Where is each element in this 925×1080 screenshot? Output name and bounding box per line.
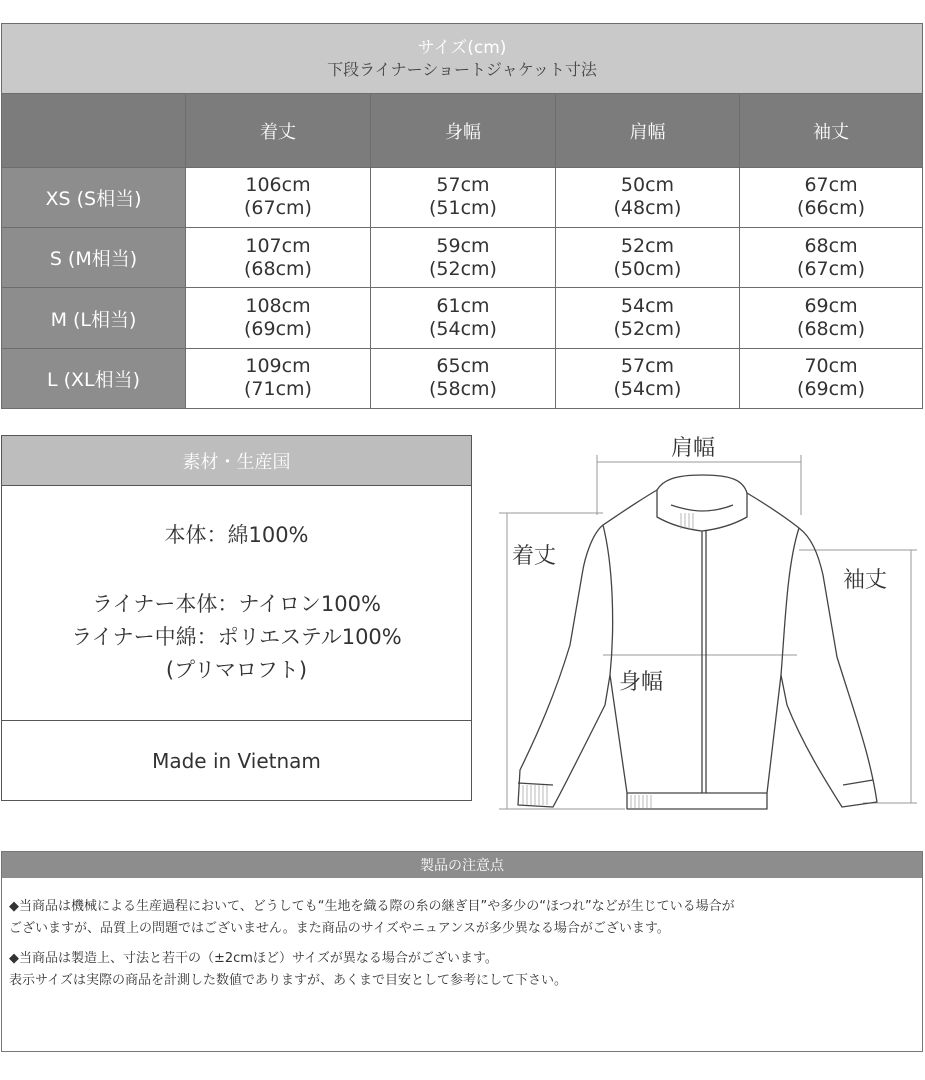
cell-liner-value: (68cm): [244, 257, 312, 280]
table-cell: [740, 348, 923, 408]
row-header-size: M (L相当): [2, 288, 186, 348]
product-notes: [1, 851, 923, 1052]
column-header-length: 着丈: [186, 94, 371, 167]
cell-value: 61cm: [436, 295, 490, 318]
table-cell: [371, 348, 556, 408]
column-header-width: 身幅: [371, 94, 556, 167]
width-label: 身幅: [619, 670, 664, 695]
cell-value: 65cm: [436, 355, 490, 378]
table-cell: [556, 167, 740, 227]
cell-liner-value: (67cm): [797, 257, 866, 280]
cell-value: 50cm: [620, 174, 675, 197]
material-liner-fabric: ライナー本体：ナイロン100%: [92, 592, 381, 616]
cell-liner-value: (48cm): [613, 197, 682, 220]
cell-value: 54cm: [620, 295, 675, 318]
note-line: ◆当商品は製造上、寸法と若干の（±2cmほど）サイズが異なる場合がございます。: [9, 951, 498, 966]
cell-liner-value: (52cm): [613, 318, 682, 341]
size-table: [1, 23, 923, 409]
note-line: ございますが、品質上の問題ではございません。また商品のサイズやニュアンスが多少異なる場合がございます。: [9, 921, 670, 936]
jacket-right-cuff-line: [843, 780, 873, 785]
material-box: [1, 435, 472, 801]
cell-liner-value: (69cm): [797, 378, 866, 401]
jacket-collar: [657, 475, 747, 531]
cell-liner-value: (68cm): [797, 318, 866, 341]
jacket-illustration: [485, 425, 925, 820]
cell-value: 106cm: [245, 174, 311, 197]
cell-value: 57cm: [620, 355, 675, 378]
cell-value: 109cm: [245, 355, 311, 378]
cell-liner-value: (50cm): [613, 257, 682, 280]
table-cell: [556, 228, 740, 288]
note-line: 表示サイズは実際の商品を計測した数値でありますが、あくまで目安として参考にして下さい。: [9, 973, 567, 988]
size-table-subheading: 下段ライナーショートジャケット寸法: [327, 59, 597, 79]
notes-heading: 製品の注意点: [2, 852, 922, 878]
table-cell: [371, 288, 556, 348]
cell-liner-value: (54cm): [613, 378, 682, 401]
jacket-left-cuff-line: [518, 783, 553, 785]
table-row: [2, 167, 923, 227]
size-table-corner: [2, 94, 186, 167]
cell-value: 67cm: [804, 174, 858, 197]
cell-value: 108cm: [245, 295, 311, 318]
shoulder-label: 肩幅: [671, 436, 716, 461]
sleeve-label: 袖丈: [843, 568, 888, 593]
table-row: [2, 288, 923, 348]
notes-body: [2, 878, 922, 992]
length-label: 着丈: [512, 544, 557, 569]
size-table-title: [2, 24, 923, 94]
material-liner-filling-brand: (プリマロフト): [165, 658, 308, 682]
cell-value: 52cm: [620, 234, 675, 257]
column-header-sleeve: 袖丈: [740, 94, 923, 167]
table-row: [2, 348, 923, 408]
cell-liner-value: (69cm): [244, 318, 312, 341]
note-paragraph: [9, 948, 922, 992]
table-cell: [186, 167, 371, 227]
jacket-measurement-diagram: [485, 425, 925, 820]
material-composition: [2, 486, 471, 721]
material-heading: 素材・生産国: [2, 436, 471, 486]
jacket-collar-seam: [671, 505, 733, 511]
note-paragraph: [9, 896, 922, 940]
cell-liner-value: (52cm): [429, 257, 497, 280]
cell-liner-value: (58cm): [429, 378, 497, 401]
jacket-left-armhole: [603, 525, 613, 675]
cell-value: 59cm: [436, 234, 490, 257]
cell-value: 57cm: [436, 174, 490, 197]
table-cell: [371, 228, 556, 288]
table-cell: [556, 288, 740, 348]
cell-value: 107cm: [245, 234, 311, 257]
table-cell: [740, 167, 923, 227]
size-table-heading: サイズ(cm): [417, 37, 507, 58]
cell-value: 70cm: [804, 355, 858, 378]
cell-liner-value: (51cm): [429, 197, 497, 220]
cell-value: 69cm: [804, 295, 858, 318]
jacket-hem-band: [627, 793, 767, 809]
row-header-size: XS (S相当): [2, 167, 186, 227]
table-row: [2, 228, 923, 288]
table-cell: [556, 348, 740, 408]
material-liner-filling: ライナー中綿：ポリエステル100%: [71, 625, 402, 649]
cell-liner-value: (71cm): [244, 378, 312, 401]
note-line: ◆当商品は機械による生産過程において、どうしても“生地を織る際の糸の継ぎ目”や多少の“ほつれ”などが生じている場合が: [9, 899, 735, 914]
material-body-fabric: 本体：綿100%: [164, 523, 309, 547]
table-cell: [186, 348, 371, 408]
table-cell: [186, 288, 371, 348]
table-cell: [186, 228, 371, 288]
row-header-size: S (M相当): [2, 228, 186, 288]
cell-liner-value: (54cm): [429, 318, 497, 341]
row-header-size: L (XL相当): [2, 348, 186, 408]
table-cell: [740, 288, 923, 348]
jacket-right-armhole: [781, 528, 799, 675]
table-cell: [371, 167, 556, 227]
cell-value: 68cm: [804, 234, 858, 257]
column-header-shoulder: 肩幅: [556, 94, 740, 167]
country-of-origin: Made in Vietnam: [152, 748, 321, 773]
cell-liner-value: (67cm): [244, 197, 312, 220]
table-cell: [740, 228, 923, 288]
jacket-outline: [518, 490, 877, 807]
cell-liner-value: (66cm): [797, 197, 866, 220]
